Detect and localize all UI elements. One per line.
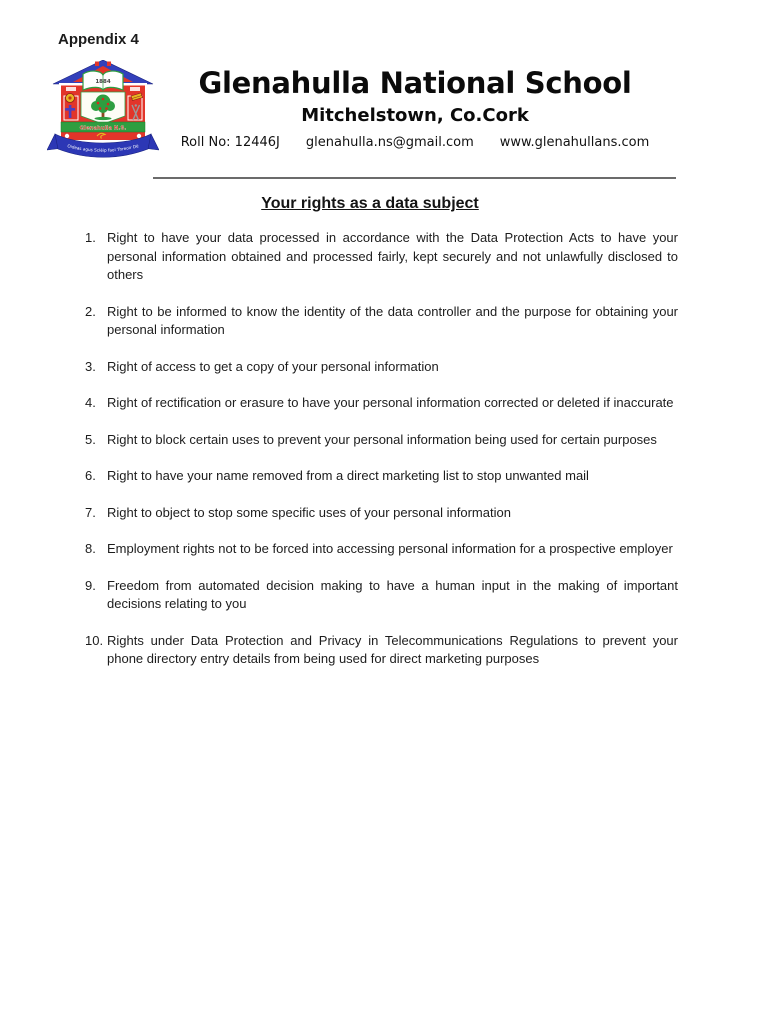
list-item-number: 4. [85,395,96,410]
list-item-number: 2. [85,303,96,319]
crest-gold-medal-icon [66,94,75,103]
list-item-number: 5. [85,431,96,447]
list-item-number: 8. [85,541,96,556]
crest-motto-text: Oideas agus Scléip faoi Threoir Dé [66,143,140,153]
roll-number: Roll No: 12446J [180,135,280,150]
list-item-text: Rights under Data Protection and Privacy in Telecommunications Regulations to prevent your phone directory entry details from being used for direct marketing purposes [107,632,678,666]
list-item-number: 3. [85,358,96,374]
list-item-number: 7. [85,504,96,520]
document-title: Your rights as a data subject [261,195,479,212]
letterhead [150,66,680,151]
contact-row [150,135,680,151]
list-item [85,504,678,523]
list-item-text: Right of rectification or erasure to have your personal information corrected or deleted if inaccurate [107,395,674,410]
school-website: www.glenahullans.com [499,135,650,150]
list-item [85,394,678,413]
list-item-text: Right to have your name removed from a direct marketing list to stop unwanted mail [107,468,589,483]
list-item [85,303,678,340]
header-divider-line [153,177,676,179]
list-item [85,467,678,486]
crest-book-1884 [83,71,123,90]
document-title-wrap [0,195,740,213]
rights-list [85,229,678,687]
list-item [85,540,678,559]
crest-established-year: 1884 [95,79,111,85]
list-item-text: Right to object to stop some specific uses of your personal information [107,504,511,520]
list-item [85,229,678,285]
list-item [85,358,678,377]
list-item-text: Right to have your data processed in accordance with the Data Protection Acts to have your personal information obtained and processed fairly, kept securely and not unlawfully disclosed to others [107,230,678,282]
list-item-number: 1. [85,230,96,245]
appendix-label: Appendix 4 [58,31,139,48]
list-item-text: Right to be informed to know the identity of the data controller and the purpose for obtaining your personal information [107,303,678,337]
list-item-number: 9. [85,577,96,593]
school-crest-logo [47,60,159,164]
list-item-text: Freedom from automated decision making to have a human input in the making of important decisions relating to you [107,577,678,611]
list-item [85,431,678,450]
crest-band-text: Glenahulla N.S. [79,125,127,132]
school-email: glenahulla.ns@gmail.com [305,135,474,150]
list-item [85,632,678,669]
list-item [85,577,678,614]
school-name: Glenahulla National School [198,66,632,100]
list-item-number: 6. [85,468,96,483]
list-item-text: Right to block certain uses to prevent your personal information being used for certain purposes [107,431,657,447]
school-location: Mitchelstown, Co.Cork [301,105,529,126]
crest-name-band [61,122,145,132]
list-item-text: Employment rights not to be forced into accessing personal information for a prospective employer [107,541,673,556]
list-item-number: 10. [85,632,104,648]
list-item-text: Right of access to get a copy of your personal information [107,358,439,374]
